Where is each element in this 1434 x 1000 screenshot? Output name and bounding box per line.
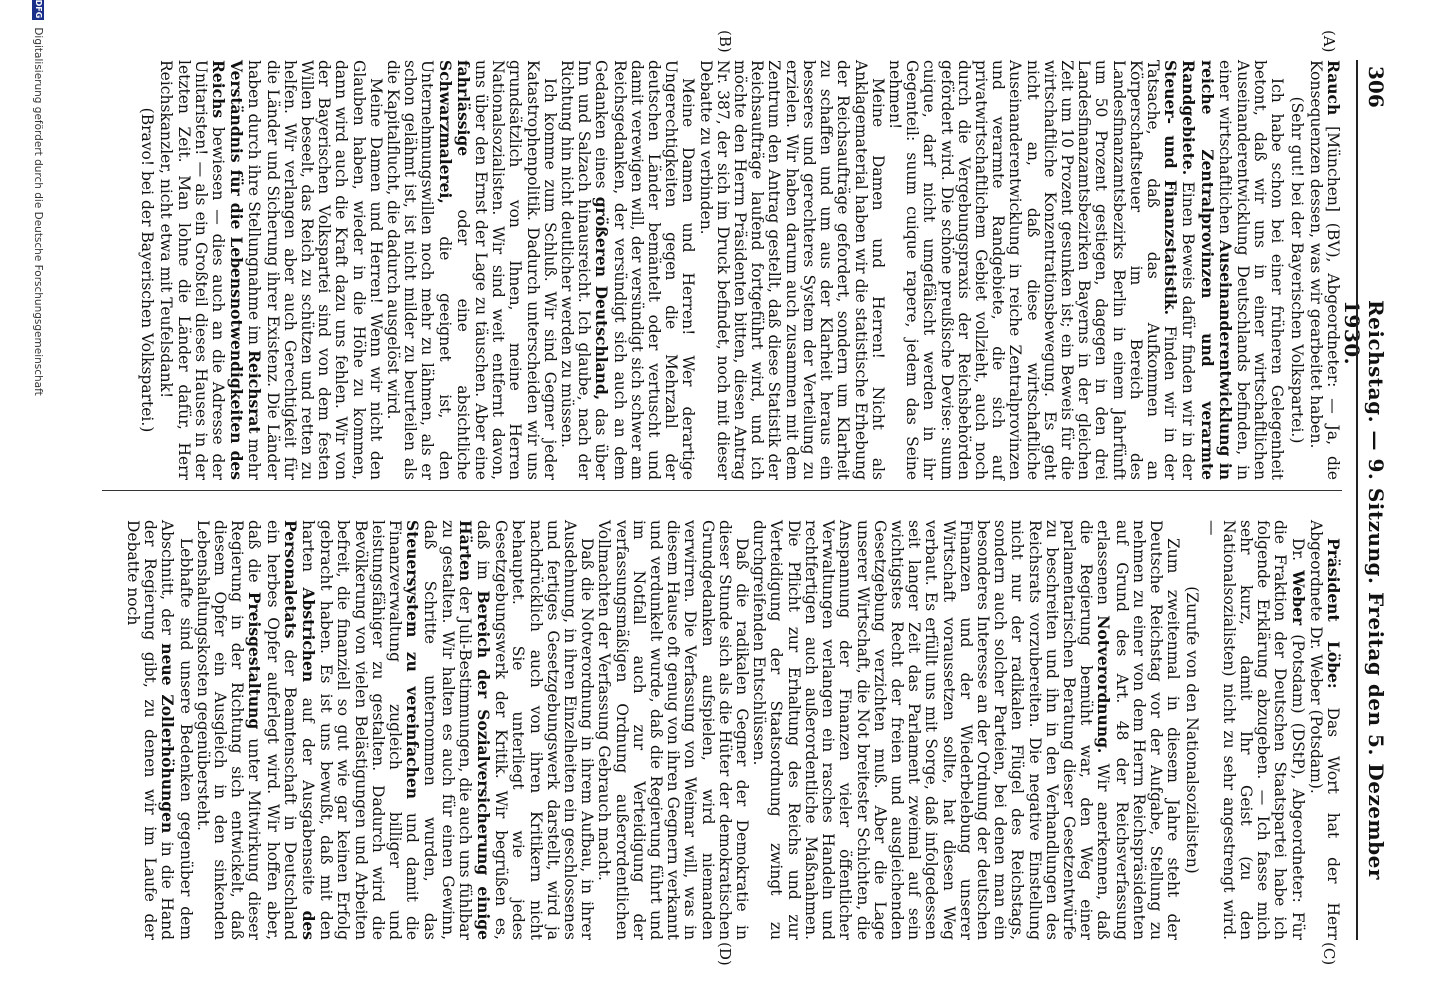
- text-run: das über Inn und Salzach hinausreicht. Ich glaube, nach der Richtung hin nicht deutlicher werden zu müssen.: [558, 60, 611, 481]
- bold-text: Abstrichen: [299, 587, 319, 683]
- bold-text: Auseinanderentwicklung in reiche Zentralprovinzen und verarmte Randgebiete.: [1179, 60, 1235, 480]
- text-run: Wir anerkennen, daß die Regierung bemüht war, den Weg einer parlamentarischen Beratung dieser Gesetzentwürfe zu beschreiten und ihn in den Verhandlungen des Reichsrats vorzubereiten. Die negative Einstellung nicht nur der radikalen Flügel des Reichstags, sondern auch solcher Parteien, bei denen man ein besonderes Interesse an der Ordnung der deutschen Finanzen und der Wiederbelebung unserer Wirtschaft voraussetzen sollte, hat diesen Weg verbaut. Es erfüllt uns mit Sorge, daß infolgedessen seit langer Zeit das Parlament zweimal auf sein wichtigstes Recht der freien und ausgleichenden Gesetzgebung verzichten muß. Aber die Lage unserer Wirtschaft, die Not breitester Schichten, die Anspannung der Finanzen vieler öffentlicher Verwaltungen verlangen ein rasches Handeln und rechtfertigen auch außerordentliche Maßnahmen. Die Pflicht zur Erhaltung des Reichs und zur Verteidigung der Staatsordnung zwingt zu durchgreifenden Entschlüssen.: [750, 520, 1113, 940]
- paragraph: [595, 520, 750, 940]
- text-run: (Sehr gut! bei der Bayerischen Volkspartei.): [1287, 96, 1306, 444]
- text-run: Einen Beweis dafür finden wir in der: [1179, 175, 1198, 480]
- page-number: 306: [1364, 66, 1388, 108]
- interjection: [1183, 520, 1200, 940]
- text-run: Meine Damen und Herren! Nicht als Anklagematerial haben wir die statistische Erhebung der Reichsaufträge gefordert, sondern um Klarheit zu schaffen und um aus der Klarheit heraus ein besseres und gerechteres System der Verteilung zu erzielen. Wir haben darum auch zusammen mit dem Zentrum den Antrag gestellt, daß diese Statistik der Reichsaufträge laufend fortgeführt wird, und ich möchte den Herrn Präsidenten bitten, diesen Antrag Nr. 387, der sich im Druck befindet, noch mit dieser Debatte zu verbinden.: [696, 60, 887, 480]
- text-run: Zum zweitenmal in diesem Jahre steht der Deutsche Reichstag vor der Aufgabe, Stellung zu nehmen zu einer von dem Herrn Reichspräsidenten auf Grund des Art. 48 der Reichsverfassung erlassenen: [1094, 520, 1183, 940]
- header-rule: [1356, 60, 1358, 940]
- paragraph: [750, 520, 1181, 940]
- column-divider: [102, 490, 1342, 491]
- paragraph: [124, 520, 194, 940]
- bold-text: des Personaletats: [280, 520, 319, 940]
- text-run: oder eine absichtliche: [453, 156, 472, 480]
- paragraph: [384, 60, 558, 480]
- page-header: [1340, 60, 1394, 940]
- paragraph: [1202, 520, 1306, 940]
- bold-text: Rauch: [1324, 60, 1343, 116]
- bold-text: Bereich der Sozialversicherung einige Härten: [455, 520, 494, 940]
- bold-text: fahrlässige: [453, 60, 473, 157]
- paragraph: [194, 520, 596, 940]
- text-run: Finden wir in der Tatsache, daß das Aufkommen an Körperschaftsteuer im Bereich des Landesfinanzamtsbezirks Berlin in einem Jahrfünft um 50 Prozent gestiegen, dagegen in den drei Landesfinanzamtsbezirken Bayerns in der gleichen Zeit um 10 Prozent gesunken ist; ein Beweis für die wirtschaftliche Konzentrationsbewegung. Es geht nicht an, daß diese wirtschaftliche Auseinanderentwicklung in reiche Zentralprovinzen und verarmte Randgebiete, die sich auf privatwirtschaftlichem Gebiet vollzieht, auch noch durch die Vergebungspraxis der Reichsbehörden gefördert wird. Die schöne preußische Devise: suum cuique, darf nicht umgefälscht werden in ihr Gegenteil: suum cuique rapere, jedem das Seine nehmen!: [885, 60, 1180, 480]
- text-run: Meine Damen und Herren! Wer derartige Ungerechtigkeiten gegen die Mehrzahl der deutschen Länder bemäntelt oder vertuscht und damit verewigen will, der versündigt sich schwer am Reichsgedanken, der versündigt sich auch an dem Gedanken eines: [592, 60, 698, 480]
- bold-text: Präsident Löbe:: [1324, 538, 1343, 689]
- left-text-column: [136, 60, 1342, 480]
- text-run: Das Wort hat der Herr Abgeordnete Dr. Weber (Potsdam).: [1306, 520, 1342, 940]
- text-run: Meine Damen und Herren! Wenn wir nicht den Glauben haben, wieder in die Höhe zu kommen, dann wird auch die Kraft dazu uns fehlen. Wir von der Bayerischen Volkspartei sind von dem festen Willen beseelt, das Reich zu schützen und retten zu helfen. Wir verlangen aber auch Gerechtigkeit für die Länder und Sicherung ihrer Existenz. Die Länder haben durch ihre Stellungnahme im: [245, 60, 385, 480]
- credit-text: Digitalisierung gefördert durch die Deutsche Forschungsgemeinschaft: [32, 27, 44, 396]
- paragraph: [1307, 520, 1342, 940]
- text-run: Dr.: [1288, 538, 1307, 571]
- text-run: und damit die Finanzverwaltung zugleich billiger und leistungsfähiger zu gestalten. Dadurch wird die Bevölkerung von vielen Belästigungen und Arbeiten befreit, die finanziell so gut wie gar keinen Erfolg gebracht haben. Es ist uns bewußt, daß mit den harten: [299, 520, 422, 940]
- text-run: der Beamtenschaft in Deutschland ein herbes Opfer auferlegt wird. Wir hoffen aber, daß die: [245, 520, 299, 940]
- bold-text: Weber: [1288, 570, 1308, 626]
- text-run: (Potsdam) (DStP), Abgeordneter: Für die Fraktion der Deutschen Staatspartei habe ich folgende Erklärung abzugeben. — Ich fasse mich sehr kurz, damit Ihr Geist (zu den Nationalsozialisten) nicht zu sehr angestrengt wird. —: [1202, 520, 1307, 940]
- text-run: Lebhafte sind unsere Bedenken gegenüber dem Abschnitt, der: [158, 520, 195, 940]
- text-run: auf der Ausgabenseite: [299, 682, 318, 911]
- text-run: Ich komme zum Schluß. Wir sind Gegner jeder Katastrophenpolitik. Dadurch unterscheiden wir uns grundsätzlich von Ihnen, meine Herren Nationalsozialisten. Wir sind weit entfernt davon, uns über den Ernst der Lage zu täuschen. Aber eine: [472, 60, 559, 480]
- paragraph: [696, 60, 885, 480]
- margin-marker-b: (B): [716, 30, 734, 53]
- running-title: Reichstag. — 9. Sitzung. Freitag den 5. Dezember 1930.: [1340, 300, 1388, 880]
- bold-text: Steuer- und Finanzstatistik.: [1161, 60, 1181, 315]
- paragraph: [157, 60, 384, 480]
- text-run: Daß die Notverordnung in ihrem Aufbau, in ihrer Ausdehnung, in ihren Einzelheiten ein geschlossenes und fertiges Gesetzgebungswerk darstellt, wird ja nachdrücklich auch von ihren Kritikern nicht behauptet. Sie unterliegt wie jedes Gesetzgebungswerk der Kritik. Wir begrüßen es, daß im: [474, 520, 597, 940]
- text-run: der Juli-Bestimmungen, die auch uns fühlbar zu gestalten. Wir halten es auch für einen Gewinn, daß Schritte unternommen wurden, das: [421, 520, 474, 940]
- paragraph: [1307, 60, 1342, 480]
- bold-text: Steuersystem zu vereinfachen: [403, 520, 423, 800]
- margin-marker-d: (D): [716, 942, 734, 966]
- interjection: [138, 60, 155, 480]
- text-run: mehr: [245, 433, 264, 480]
- bold-text: größeren Deutschland,: [592, 196, 612, 401]
- bold-text: Schwarzmalerei,: [435, 60, 455, 204]
- text-run: bewiesen — dies auch an die Adresse der Unitaristen! — als ein Großteil dieses Hauses in der letzten Zeit. Man lohne die Länder dafür, Herr Reichskanzler, nicht etwa mit Teufelsdank!: [157, 60, 227, 480]
- dfg-logo: DFG: [34, 0, 43, 19]
- text-run: [München] (BV), Abgeordneter: — Ja, die Konsequenzen dessen, was wir gearbeitet haben.: [1306, 60, 1342, 480]
- digitization-credit: [32, 0, 44, 998]
- paragraph: [886, 60, 1286, 480]
- text-run: (Bravo! bei der Bayerischen Volkspartei.): [138, 107, 157, 433]
- margin-marker-a: (A): [1320, 30, 1338, 53]
- text-run: Daß die radikalen Gegner der Demokratie in dieser Stunde sich als die Hüter der demokratischen Grundgedanken aufspielen, wird niemanden verwirren. Die Verfassung von Weimar will, was in diesem Hause oft genug von ihren Gegnern verkannt und verdunkelt wurde, daß die Regierung führt und im Notfall auch zur Verteidigung der verfassungsmäßigen Ordnung außerordentlichen Vollmachten der Verfassung Gebrauch macht.: [595, 520, 752, 940]
- bold-text: Reichsrat: [245, 350, 265, 434]
- right-text-column: [124, 520, 1342, 940]
- margin-marker-c: (C): [1320, 942, 1338, 966]
- paragraph: [558, 60, 697, 480]
- bold-text: Notverordnung.: [1094, 615, 1114, 754]
- text-run: Ich habe schon bei einer früheren Gelegenheit betont, daß wir uns in einer wirtschaftlichen Auseinanderentwicklung Deutschlands befinden, in einer wirtschaftlichen: [1215, 60, 1287, 480]
- bold-text: Verständnis für die Lebensnotwendigkeiten des Reichs: [209, 60, 247, 480]
- bold-text: Preisgestaltung: [245, 591, 265, 730]
- text-run: in die Hand der Regierung gibt, zu denen wir im Laufe der Debatte noch: [123, 520, 177, 941]
- text-run: (Zurufe von den Nationalsozialisten): [1183, 586, 1202, 874]
- text-run: die geeignet ist, den Unternehmungswillen noch mehr zu lähmen, als er schon gelähmt ist, ist nicht milder zu beurteilen als die Kapitalflucht, die dadurch ausgelöst wird.: [384, 60, 454, 480]
- bold-text: neue Zollerhöhungen: [158, 643, 178, 834]
- interjection: [1287, 60, 1304, 480]
- text-run: unter Mitwirkung dieser Regierung in der Richtung sich entwickelt, daß diesem Opfer ein Ausgleich in den sinkenden Lebenshaltungskosten gegenübersteht.: [193, 520, 264, 940]
